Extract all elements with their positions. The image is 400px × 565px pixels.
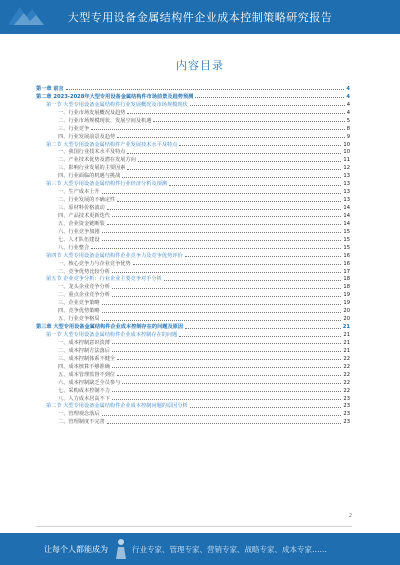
toc-leader-dots	[102, 304, 342, 305]
toc-entry-page: 19	[343, 300, 350, 307]
toc-entry-page: 23	[343, 411, 350, 418]
toc-heading: 内容目录	[176, 59, 224, 72]
toc-entry-label: 五、成本管理监督不到位	[58, 371, 116, 378]
toc-entry-label: 一、行业市场发展概况及趋势	[58, 109, 126, 116]
toc-entry[interactable]	[36, 116, 350, 124]
toc-leader-dots	[102, 240, 342, 241]
footer-slogan: 让每个人都能成为	[44, 545, 108, 554]
toc-entry[interactable]	[36, 409, 350, 417]
toc-entry-page: 18	[343, 284, 350, 291]
toc-entry-page: 16	[343, 260, 350, 267]
toc-entry[interactable]	[36, 92, 350, 100]
toc-entry-label: 一、管理观念落后	[58, 411, 100, 418]
toc-entry-page: 22	[343, 355, 350, 362]
toc-leader-dots	[117, 201, 341, 202]
toc-entry[interactable]	[36, 148, 350, 156]
toc-entry-label: 七、人才队伍建设	[58, 236, 100, 243]
toc-leader-dots	[112, 296, 342, 297]
toc-entry-label: 四、行业发展前景及趋势	[58, 133, 116, 140]
toc-entry-page: 13	[343, 197, 350, 204]
toc-leader-dots	[133, 264, 342, 265]
toc-entry-label: 八、行业整合	[58, 244, 90, 251]
toc-entry-page: 8	[346, 125, 350, 132]
toc-entry-label: 六、成本控制缺乏全员参与	[58, 379, 121, 386]
toc-entry-page: 17	[343, 268, 350, 275]
toc-entry-page: 20	[343, 308, 350, 315]
toc-entry[interactable]	[36, 298, 350, 306]
toc-entry-page: 4	[346, 85, 350, 92]
toc-entry[interactable]	[36, 259, 350, 267]
toc-entry-page: 4	[346, 101, 350, 108]
toc-leader-dots	[107, 224, 342, 225]
toc-entry[interactable]	[36, 187, 350, 195]
toc-entry-label: 四、竞争优势策略	[58, 308, 100, 315]
toc-entry-label: 四、产品技术更新迭代	[58, 212, 110, 219]
toc-entry-page: 11	[343, 157, 350, 164]
toc-entry-page: 9	[346, 133, 350, 140]
toc-leader-dots	[127, 169, 341, 170]
toc-entry-page: 10	[343, 141, 350, 148]
toc-entry-page: 13	[343, 181, 350, 188]
toc-leader-dots	[164, 280, 342, 281]
toc-entry-label: 一、生产成本上升	[58, 189, 100, 196]
toc-leader-dots	[138, 161, 342, 162]
toc-entry[interactable]	[36, 346, 350, 354]
toc-entry-label: 第四节 大型专用设备金属结构件企业竞争力及竞争优势评价	[46, 252, 183, 259]
toc-entry-page: 23	[343, 395, 350, 402]
toc-entry-page: 22	[343, 379, 350, 386]
toc-entry[interactable]	[36, 362, 350, 370]
toc-entry-label: 七、采购成本控制不力	[58, 387, 110, 394]
footer-bar	[0, 533, 400, 565]
toc-entry-page: 12	[343, 165, 350, 172]
toc-entry-label: 三、影响行业发展的主要因素	[58, 165, 126, 172]
toc-entry[interactable]	[36, 251, 350, 259]
toc-entry-page: 4	[346, 93, 350, 100]
toc-leader-dots	[112, 288, 342, 289]
toc-leader-dots	[185, 256, 342, 257]
toc-entry-label: 二、竞争优势比较分析	[58, 268, 110, 275]
toc-leader-dots	[190, 105, 345, 106]
page-number: 2	[348, 513, 352, 519]
toc-entry-page: 15	[343, 228, 350, 235]
toc-entry[interactable]	[36, 211, 350, 219]
toc-entry-page: 23	[343, 403, 350, 410]
toc-entry[interactable]	[36, 203, 350, 211]
toc-entry[interactable]	[36, 338, 350, 346]
toc-leader-dots	[112, 216, 342, 217]
toc-entry[interactable]	[36, 140, 350, 148]
toc-entry-label: 二、重点企业竞争分析	[58, 292, 110, 299]
toc-entry-label: 三、企业竞争策略	[58, 300, 100, 307]
toc-entry-page: 13	[343, 173, 350, 180]
toc-leader-dots	[112, 272, 342, 273]
toc-entry[interactable]	[36, 163, 350, 171]
toc-entry-label: 二、产业技术优势及潜在发展方向	[58, 157, 136, 164]
toc-leader-dots	[185, 328, 341, 329]
toc-leader-dots	[107, 209, 342, 210]
toc-entry-page: 14	[343, 205, 350, 211]
toc-leader-dots	[112, 399, 342, 400]
toc-entry[interactable]	[36, 275, 350, 283]
toc-entry-page: 13	[343, 189, 350, 196]
toc-entry-page: 19	[343, 292, 350, 299]
toc-entry-label: 六、行业竞争加剧	[58, 228, 100, 235]
toc-entry[interactable]	[36, 219, 350, 227]
toc-leader-dots	[190, 407, 342, 408]
toc-entry[interactable]	[36, 322, 350, 330]
toc-entry-page: 16	[343, 252, 350, 259]
toc-entry-page: 4	[346, 109, 350, 116]
toc-entry-page: 15	[343, 236, 350, 243]
toc-leader-dots	[117, 375, 341, 376]
toc-leader-dots	[66, 89, 345, 90]
toc-entry[interactable]	[36, 235, 350, 243]
toc-entry-page: 21	[343, 339, 350, 346]
toc-leader-dots	[102, 312, 342, 313]
toc-entry-label: 四、行业面临的机遇与挑战	[58, 173, 121, 180]
toc-entry-label: 第二节 大型专用设备金属结构件企业成本控制问题的原因分析	[46, 403, 188, 410]
toc-leader-dots	[91, 129, 345, 130]
toc-entry-label: 三、行业竞争	[58, 125, 90, 132]
toc-entry-label: 三、成本控制体系不健全	[58, 355, 116, 362]
toc-entry[interactable]	[36, 417, 350, 425]
toc-leader-dots	[117, 359, 341, 360]
toc-leader-dots	[179, 145, 341, 146]
toc-entry[interactable]	[36, 267, 350, 275]
toc-leader-dots	[102, 193, 342, 194]
toc-entry-page: 18	[343, 276, 350, 283]
toc-entry[interactable]	[36, 132, 350, 140]
toc-entry-page: 21	[342, 324, 350, 331]
toc-entry[interactable]	[36, 108, 350, 116]
toc-leader-dots	[122, 383, 341, 384]
toc-entry[interactable]	[36, 179, 350, 187]
toc-entry-label: 四、成本核算不够准确	[58, 363, 110, 370]
toc-entry-label: 第一节 大型专用设备金属结构件行业发展概况及市场规模现状	[46, 101, 188, 108]
toc-entry-label: 一、成本控制意识淡薄	[58, 339, 110, 346]
toc-entry-page: 23	[343, 419, 350, 426]
toc-entry-page: 5	[346, 117, 350, 124]
toc-entry[interactable]	[36, 171, 350, 179]
toc-leader-dots	[102, 415, 342, 416]
toc-leader-dots	[112, 343, 342, 344]
toc-entry[interactable]	[36, 370, 350, 378]
divider	[36, 526, 352, 527]
toc-entry-page: 20	[343, 316, 350, 323]
toc-entry-label: 第三章 大型专用设备金属结构件企业成本控制存在的问题及原因	[36, 324, 184, 331]
toc-entry-page: 21	[343, 332, 350, 338]
footer-figure-icon	[112, 537, 130, 561]
toc-entry-page: 22	[343, 371, 350, 378]
toc-leader-dots	[102, 232, 342, 233]
toc-leader-dots	[117, 137, 345, 138]
toc-entry-label: 一、我国行业技术水平及特点	[58, 149, 126, 156]
toc-entry[interactable]	[36, 386, 350, 394]
toc-leader-dots	[91, 248, 341, 249]
toc-entry[interactable]	[36, 378, 350, 386]
table-of-contents	[36, 84, 350, 425]
toc-entry[interactable]	[36, 100, 350, 108]
toc-entry[interactable]	[36, 227, 350, 235]
toc-entry-label: 二、行业市场规模现状、发展空间及机遇	[58, 117, 152, 124]
toc-entry[interactable]	[36, 195, 350, 203]
toc-leader-dots	[153, 121, 344, 122]
toc-entry-label: 第二节 大型专用设备金属结构件产业发展技术水平及特点	[46, 141, 178, 148]
toc-entry[interactable]	[36, 306, 350, 314]
toc-entry-label: 二、行业发展的不确定性	[58, 197, 116, 204]
toc-entry[interactable]	[36, 124, 350, 132]
toc-entry-page: 14	[343, 212, 350, 219]
toc-entry-label: 三、原材料价格波动	[58, 205, 105, 211]
toc-leader-dots	[169, 185, 341, 186]
toc-entry[interactable]	[36, 84, 350, 92]
toc-entry-label: 第五节 企业竞争分析：行业企业主要竞争对手分析	[46, 276, 162, 283]
footer-expert-list: 行业专家、管理专家、营销专家、战略专家、成本专家……	[132, 545, 327, 554]
toc-leader-dots	[127, 153, 341, 154]
toc-leader-dots	[112, 391, 342, 392]
toc-entry-page: 21	[343, 347, 350, 354]
toc-leader-dots	[107, 423, 342, 424]
toc-entry[interactable]	[36, 290, 350, 298]
toc-entry[interactable]	[36, 314, 350, 322]
toc-entry[interactable]	[36, 330, 350, 338]
toc-entry[interactable]	[36, 394, 350, 402]
toc-entry[interactable]	[36, 354, 350, 362]
header-bar	[0, 0, 400, 34]
report-title: 大型专用设备金属结构件企业成本控制策略研究报告	[67, 11, 333, 24]
toc-entry-label: 第二章 2023-2028年大型专用设备金属结构件市场前景及趋势预测	[36, 93, 194, 100]
toc-entry[interactable]	[36, 243, 350, 251]
toc-leader-dots	[102, 320, 342, 321]
toc-entry-label: 五、行业竞争格局	[58, 316, 100, 323]
toc-leader-dots	[112, 367, 342, 368]
toc-entry-page: 14	[343, 220, 350, 227]
toc-entry-page: 15	[343, 244, 350, 251]
toc-leader-dots	[195, 97, 344, 98]
toc-leader-dots	[179, 336, 341, 337]
toc-entry-page: 10	[343, 149, 350, 156]
toc-entry-label: 五、企业资金链断裂	[58, 220, 105, 227]
toc-entry[interactable]	[36, 155, 350, 163]
toc-entry-page: 22	[343, 363, 350, 370]
toc-leader-dots	[127, 113, 344, 114]
toc-entry[interactable]	[36, 402, 350, 410]
toc-entry-label: 一、龙头企业竞争分析	[58, 284, 110, 291]
toc-entry-label: 二、管理制度不完善	[58, 419, 105, 426]
toc-entry-label: 二、成本控制方法落后	[58, 347, 110, 354]
toc-entry-label: 第一节 大型专用设备金属结构件企业成本控制存在的问题	[46, 332, 178, 338]
toc-entry[interactable]	[36, 282, 350, 290]
toc-leader-dots	[122, 177, 341, 178]
toc-entry-label: 第一章 前言	[36, 85, 64, 92]
toc-entry-label: 第三节 大型专用设备金属结构件行业经济分析及预测	[46, 181, 167, 188]
toc-entry-page: 22	[343, 387, 350, 394]
toc-entry-label: 一、核心竞争力与企业竞争优势	[58, 260, 131, 267]
toc-leader-dots	[112, 351, 342, 352]
toc-entry-label: 八、人力成本居高不下	[58, 395, 110, 402]
